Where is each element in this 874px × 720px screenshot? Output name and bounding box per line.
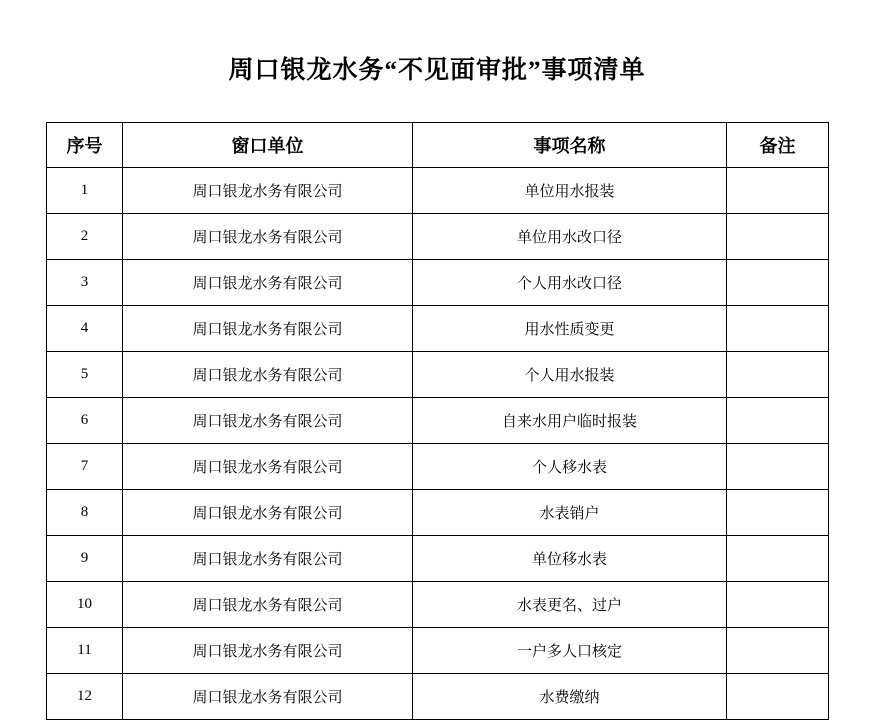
page-title: 周口银龙水务“不见面审批”事项清单 <box>228 57 646 84</box>
cell-window-unit: 周口银龙水务有限公司 <box>123 444 413 490</box>
cell-item-name: 水表销户 <box>413 490 727 536</box>
cell-item-name: 用水性质变更 <box>413 306 727 352</box>
cell-item-name: 个人用水改口径 <box>413 260 727 306</box>
table-row <box>47 536 829 582</box>
table-row <box>47 674 829 720</box>
cell-serial-number: 8 <box>47 490 123 536</box>
cell-serial-number: 6 <box>47 398 123 444</box>
cell-serial-number: 12 <box>47 674 123 720</box>
cell-item-name: 个人移水表 <box>413 444 727 490</box>
cell-item-name: 单位移水表 <box>413 536 727 582</box>
cell-serial-number: 10 <box>47 582 123 628</box>
cell-item-name: 水费缴纳 <box>413 674 727 720</box>
cell-serial-number: 11 <box>47 628 123 674</box>
cell-window-unit: 周口银龙水务有限公司 <box>123 536 413 582</box>
cell-remark <box>727 168 829 214</box>
cell-serial-number: 9 <box>47 536 123 582</box>
table-row <box>47 582 829 628</box>
table-row <box>47 490 829 536</box>
table-row <box>47 398 829 444</box>
table-row <box>47 168 829 214</box>
column-header-remark: 备注 <box>727 123 829 168</box>
cell-remark <box>727 260 829 306</box>
cell-window-unit: 周口银龙水务有限公司 <box>123 168 413 214</box>
cell-item-name: 单位用水报装 <box>413 168 727 214</box>
cell-item-name: 单位用水改口径 <box>413 214 727 260</box>
cell-serial-number: 1 <box>47 168 123 214</box>
table-row <box>47 306 829 352</box>
cell-serial-number: 2 <box>47 214 123 260</box>
cell-window-unit: 周口银龙水务有限公司 <box>123 306 413 352</box>
cell-remark <box>727 444 829 490</box>
cell-remark <box>727 398 829 444</box>
cell-window-unit: 周口银龙水务有限公司 <box>123 490 413 536</box>
cell-window-unit: 周口银龙水务有限公司 <box>123 260 413 306</box>
cell-item-name: 一户多人口核定 <box>413 628 727 674</box>
cell-serial-number: 7 <box>47 444 123 490</box>
cell-window-unit: 周口银龙水务有限公司 <box>123 674 413 720</box>
cell-remark <box>727 490 829 536</box>
cell-serial-number: 3 <box>47 260 123 306</box>
cell-window-unit: 周口银龙水务有限公司 <box>123 398 413 444</box>
column-header-no: 序号 <box>47 123 123 168</box>
cell-window-unit: 周口银龙水务有限公司 <box>123 582 413 628</box>
cell-serial-number: 4 <box>47 306 123 352</box>
table-row <box>47 214 829 260</box>
table-container <box>0 86 874 720</box>
cell-window-unit: 周口银龙水务有限公司 <box>123 214 413 260</box>
cell-remark <box>727 306 829 352</box>
cell-item-name: 个人用水报装 <box>413 352 727 398</box>
column-header-item: 事项名称 <box>413 123 727 168</box>
cell-remark <box>727 674 829 720</box>
cell-item-name: 水表更名、过户 <box>413 582 727 628</box>
cell-remark <box>727 214 829 260</box>
column-header-unit: 窗口单位 <box>123 123 413 168</box>
items-table <box>46 122 829 720</box>
cell-item-name: 自来水用户临时报装 <box>413 398 727 444</box>
cell-remark <box>727 582 829 628</box>
cell-serial-number: 5 <box>47 352 123 398</box>
cell-remark <box>727 628 829 674</box>
table-header <box>47 123 829 168</box>
cell-remark <box>727 536 829 582</box>
table-row <box>47 444 829 490</box>
table-body <box>47 168 829 720</box>
cell-remark <box>727 352 829 398</box>
table-row <box>47 352 829 398</box>
cell-window-unit: 周口银龙水务有限公司 <box>123 352 413 398</box>
cell-window-unit: 周口银龙水务有限公司 <box>123 628 413 674</box>
table-header-row <box>47 123 829 168</box>
table-row <box>47 628 829 674</box>
table-row <box>47 260 829 306</box>
